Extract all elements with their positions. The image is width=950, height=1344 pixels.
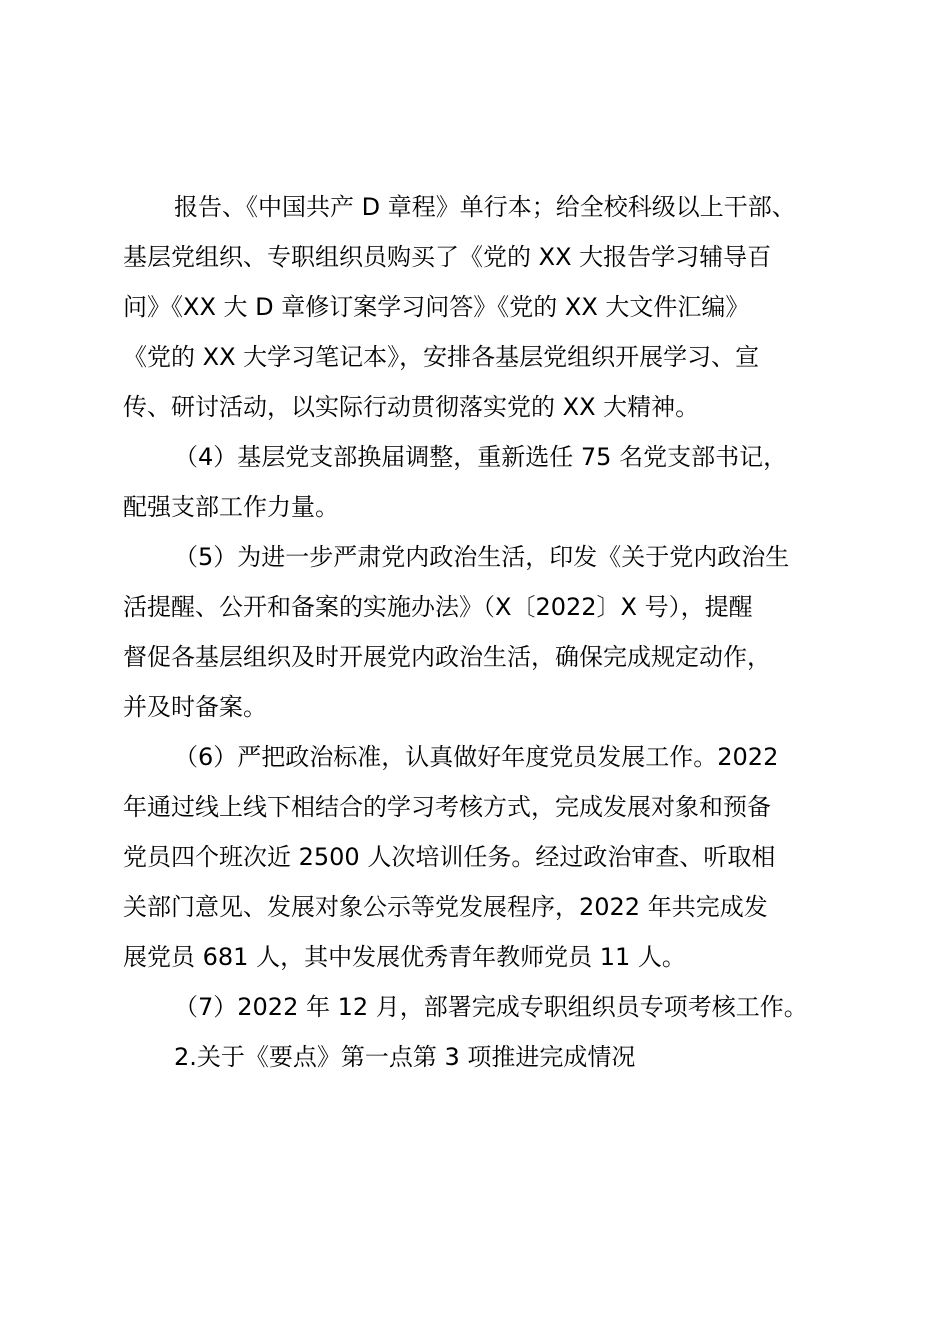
paragraph-line: 年通过线上线下相结合的学习考核方式，完成发展对象和预备	[123, 793, 771, 821]
paragraph-line: 党员四个班次近 2500 人次培训任务。经过政治审查、听取相	[123, 843, 776, 871]
paragraph-line: 配强支部工作力量。	[123, 493, 339, 521]
paragraph-line: 展党员 681 人，其中发展优秀青年教师党员 11 人。	[123, 943, 686, 971]
paragraph-line: （7）2022 年 12 月，部署完成专职组织员专项考核工作。	[174, 993, 808, 1021]
paragraph-line: 并及时备案。	[123, 693, 267, 721]
paragraph-line: 基层党组织、专职组织员购买了《党的 XX 大报告学习辅导百	[123, 243, 772, 271]
paragraph-line: 传、研讨活动，以实际行动贯彻落实党的 XX 大精神。	[123, 393, 700, 421]
section-heading: 2.关于《要点》第一点第 3 项推进完成情况	[174, 1043, 636, 1071]
paragraph-line: 报告、《中国共产 D 章程》单行本；给全校科级以上干部、	[174, 193, 796, 221]
paragraph-line: （4）基层党支部换届调整，重新选任 75 名党支部书记，	[174, 443, 788, 471]
paragraph-line: （6）严把政治标准，认真做好年度党员发展工作。2022	[174, 743, 779, 771]
paragraph-line: （5）为进一步严肃党内政治生活，印发《关于党内政治生	[174, 543, 790, 571]
document-body	[123, 182, 833, 1082]
paragraph-line: 关部门意见、发展对象公示等党发展程序，2022 年共完成发	[123, 893, 768, 921]
paragraph-line: 活提醒、公开和备案的实施办法》（X〔2022〕X 号），提醒	[123, 593, 753, 621]
paragraph-line: 督促各基层组织及时开展党内政治生活，确保完成规定动作，	[123, 643, 771, 671]
paragraph-line: 《党的 XX 大学习笔记本》，安排各基层党组织开展学习、宣	[123, 343, 760, 371]
paragraph-line: 问》《XX 大 D 章修订案学习问答》《党的 XX 大文件汇编》	[123, 293, 750, 321]
